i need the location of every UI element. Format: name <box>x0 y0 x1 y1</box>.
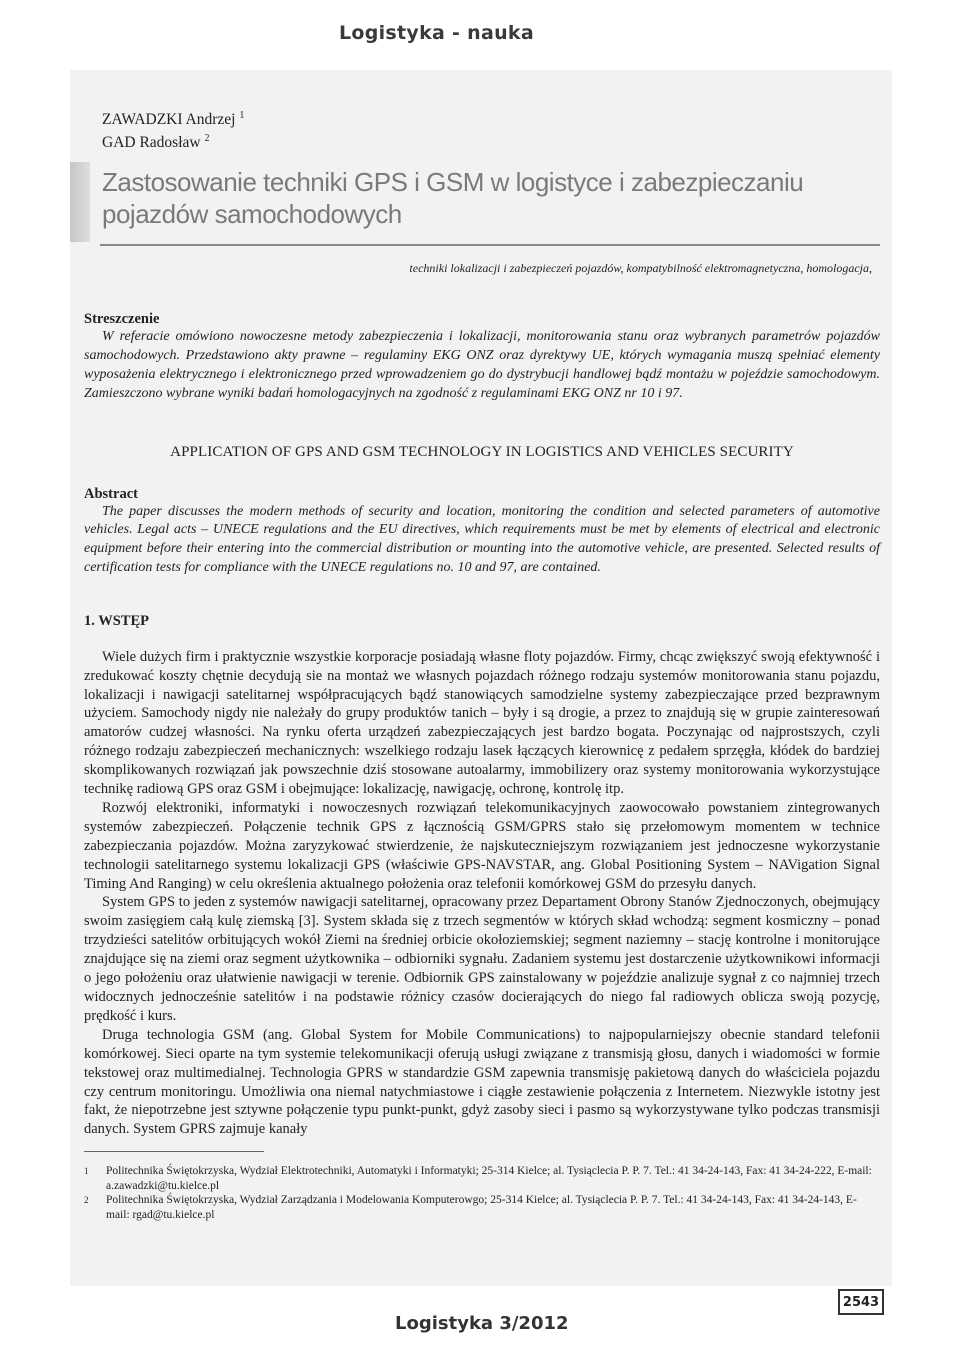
footnote-2: 2 Politechnika Świętokrzyska, Wydział Zarządzania i Modelowania Komputerowgo; 25-314 Kielce; al. Tysiąclecia P. P. 7. Tel.: 41 34-24-143, Fax: 41 34-24-143, E-mail: rgad@tu.kielce.pl <box>84 1194 857 1221</box>
english-title: APPLICATION OF GPS AND GSM TECHNOLOGY IN LOGISTICS AND VEHICLES SECURITY <box>170 443 794 460</box>
author-1: ZAWADZKI Andrzej $^1$ <box>102 110 245 129</box>
article-content <box>84 70 880 1222</box>
journal-footer: Logistyka 3/2012 <box>395 1313 569 1334</box>
title-rule <box>100 244 880 246</box>
paragraph: System GPS to jeden z systemów nawigacji satelitarnej, opracowany przez Departament Obrony Stanów Zjednoczonych, obejmujący swoim zasięgiem całą kulę ziemską [3]. System składa się z trzech segmentów w których skład wchodzą: segment kosmiczny – ponad trzydzieści satelitów orbitujących wokół Ziemi na średniej orbicie okołoziemskiej; segment naziemny – stację kontrolne i monitorujące znajdujące się na ziemi oraz segment użytkownika – odbiorniki sygnału. Zadaniem systemu jest dostarczenie użytkownikowi informacji o jego położeniu oraz ułatwienie nawigacji w terenie. Odbiornik GPS zainstalowany w pojeździe analizuje sygnał z co najmniej trzech widocznych jednocześnie satelitów i na podstawie różnicy czasów docierających do niego fal radiowych oblicza swoją pozycję, prędkość i kurs. <box>84 894 880 1024</box>
streszczenie-text: W referacie omówiono nowoczesne metody zabezpieczenia i lokalizacji, monitorowania stanu oraz wybranych parametrów pojazdów samochodowych. Przedstawiono akty prawne – regulaminy EKG ONZ oraz dyrektywy UE, których wymagania muszą spełniać elementy wyposażenia elektrycznego i elektronicznego przed wprowadzeniem go do dystrybucji handlowej bądź montażu w pojeździe samochodowym. Zamieszczono wybrane wyniki badań homologacyjnych na zgodność z regulaminami EKG ONZ nr 10 i 97. <box>84 329 880 401</box>
paragraph: Wiele dużych firm i praktycznie wszystkie korporacje posiadają własne floty pojazdów. Firmy, chcąc zwiększyć swoją efektywność i zredukować koszty chętnie decydują sie na montaż we własnych pojazdach różnego rodzaju systemów monitorowania stanu pojazdu, lokalizacji i nawigacji satelitarnej współpracujących bądź stanowiących samodzielne systemy zabezpieczające przed bezprawnym użyciem. Samochody nigdy nie należały do grupy produktów tanich – były i są drogie, a przez to znajdują się w grupie zainteresowań amatorów cudzej własności. Na rynku oferta urządzeń zabezpieczających jest bardzo bogata. Poczynając od najprostszych, czyli różnego rodzaju zabezpieczeń mechanicznych: wszelkiego rodzaju lasek łączących kierownicę z pedałem sprzęgła, kłódek do bardziej skomplikowanych rozwiązań jak powszechnie dziś stosowane autoalarmy, immobilizery oraz systemy monitorowania wykorzystujące technikę radiową GPS oraz GSM i obejmujące: lokalizację, nawigację, ochronę, kontrolę itp. <box>84 648 880 798</box>
footnote-1: 1 Politechnika Świętokrzyska, Wydział Elektrotechniki, Automatyki i Informatyki; 25-314 Kielce; al. Tysiąclecia P. P. 7. Tel.: 41 34-24-143, Fax: 41 34-24-222, E-mail: a.zawadzki@tu.kielce.pl <box>84 1165 872 1192</box>
title-band <box>70 162 880 242</box>
paragraph: Rozwój elektroniki, informatyki i nowoczesnych rozwiązań telekomunikacyjnych zaowocowało powstaniem zintegrowanych systemów zabezpieczeń. Połączenie technik GPS z łącznością GSM/GPRS stało się przełomowym momentem w technice zabezpieczania pojazdów. Można zaryzykować stwierdzenie, że najskuteczniejszym rozwiązaniem jest jednoczesne wykorzystanie technologii satelitarnego systemu lokalizacji GPS (właściwie GPS-NAVSTAR, ang. Global Positioning System – NAVigation Signal Timing And Ranging) w celu określenia aktualnego położenia oraz telefonii komórkowej GSM do przesyłu danych. <box>84 799 880 892</box>
paragraph: Druga technologia GSM (ang. Global System for Mobile Communications) to najpopularniejszy obecnie standard telefonii komórkowej. Sieci oparte na tym systemie telekomunikacji oferują usługi związane z transmisją głosu, danych i wiadomości w formie tekstowej oraz multimedialnej. Technologia GPRS w standardzie GSM zapewnia transmisję pakietową danych do właściciela pojazdu czy centrum monitoringu. Umożliwia ona niemal natychmiastowe i ciągłe zestawienie połączenia z Internetem. Niezwykle istotny jest fakt, że niepotrzebne jest sztywne połączenie typu punkt-punkt, gdyż zasoby sieci i pasmo są wykorzystywane tylko podczas transmisji danych. System GPRS zajmuje kanały <box>84 1026 880 1138</box>
author-2: GAD Radosław $^2$ <box>102 133 210 152</box>
abstract-label: Abstract <box>84 485 138 502</box>
abstract-text: The paper discusses the modern methods of security and location, monitoring the condition and selected parameters of automotive vehicles. Legal acts – UNECE regulations and the EU directives, which requirements must be met by elements of electrical and electronic equipment before their entering into the commercial distribution or mounting into the automotive vehicle, are presented. Selected results of certification tests for compliance with the UNECE regulations no. 10 and 97, are contained. <box>84 503 880 575</box>
footnote-rule <box>84 1151 264 1152</box>
footnotes <box>84 1164 880 1222</box>
section-label: Logistyka - nauka <box>338 22 534 44</box>
section-body <box>84 648 880 1140</box>
streszczenie-label: Streszczenie <box>84 311 160 328</box>
title-accent-bar <box>70 162 90 242</box>
page-header <box>0 0 960 62</box>
authors <box>102 106 880 152</box>
keywords: techniki lokalizacji i zabezpieczeń pojazdów, kompatybilność elektromagnetyczna, homologacja, <box>409 261 872 276</box>
page-number: 2543 <box>838 1289 884 1315</box>
article-title: Zastosowanie techniki GPS i GSM w logistyce i zabezpieczaniu pojazdów samochodowych <box>102 167 804 230</box>
section-heading-wstep: 1. WSTĘP <box>84 612 150 629</box>
